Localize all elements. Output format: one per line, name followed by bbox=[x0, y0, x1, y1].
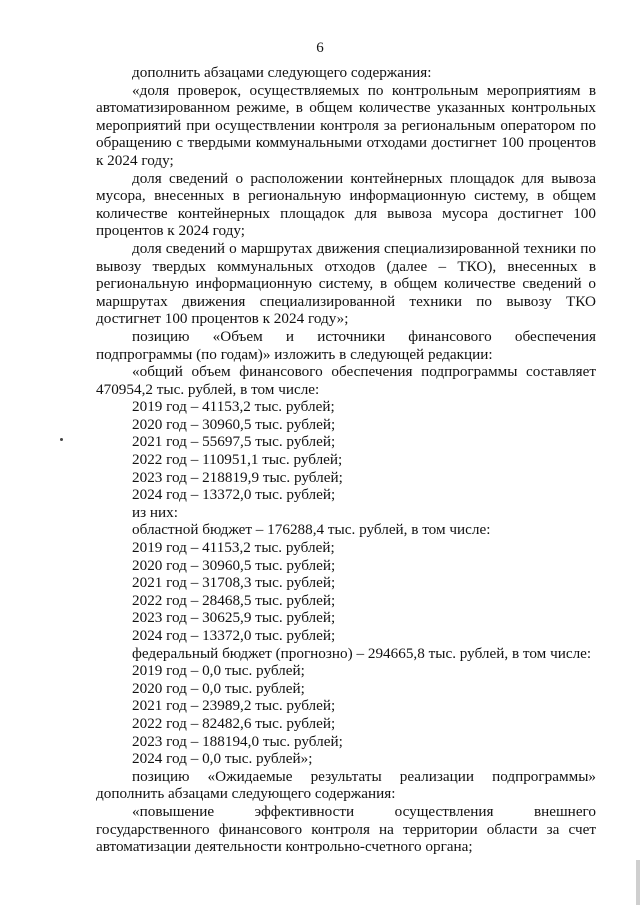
paragraph: доля сведений о расположении контейнерных площадок для вывоза мусора, внесенных в региональную информационную систему, в общем количестве контейнерных площадок для вывоза мусора достигнет 100 процентов к 2024 году; bbox=[96, 169, 596, 240]
paragraph: «доля проверок, осуществляемых по контрольным мероприятиям в автоматизированном режиме, в общем количестве указанных контрольных мероприятий при осуществлении контроля за региональным оператором по обращению с твердыми коммунальными отходами достигнет 100 процентов к 2024 году; bbox=[96, 81, 596, 169]
federal-year-line: 2024 год – 0,0 тыс. рублей»; bbox=[132, 750, 313, 768]
total-year-line: 2023 год – 218819,9 тыс. рублей; bbox=[132, 468, 343, 486]
paragraph: дополнить абзацами следующего содержания: bbox=[132, 64, 432, 81]
document-body bbox=[96, 64, 596, 856]
of-them-line: из них: bbox=[132, 503, 178, 521]
total-year-line: 2024 год – 13372,0 тыс. рублей; bbox=[132, 486, 336, 504]
regional-year-line: 2023 год – 30625,9 тыс. рублей; bbox=[132, 609, 336, 627]
regional-year-line: 2024 год – 13372,0 тыс. рублей; bbox=[132, 627, 336, 644]
federal-year-line: 2020 год – 0,0 тыс. рублей; bbox=[132, 679, 305, 697]
federal-year-line: 2021 год – 23989,2 тыс. рублей; bbox=[132, 697, 336, 715]
regional-year-line: 2022 год – 28468,5 тыс. рублей; bbox=[132, 591, 336, 609]
paragraph: доля сведений о маршрутах движения специализированной техники по вывозу твердых коммунальных отходов (далее – ТКО), внесенных в региональную информационную систему, в общем количестве сведений о маршрутах движения специализированной техники по вывозу ТКО достигнет 100 процентов к 2024 году»; bbox=[96, 239, 596, 328]
paragraph: позицию «Объем и источники финансового обеспечения подпрограммы (по годам)» изложить в следующей редакции: bbox=[96, 327, 596, 363]
total-year-line: 2022 год – 110951,1 тыс. рублей; bbox=[132, 451, 343, 469]
regional-year-line: 2021 год – 31708,3 тыс. рублей; bbox=[132, 574, 336, 592]
scan-speck bbox=[60, 438, 63, 441]
regional-budget-heading: областной бюджет – 176288,4 тыс. рублей, в том числе: bbox=[132, 521, 491, 539]
federal-year-line: 2022 год – 82482,6 тыс. рублей; bbox=[132, 714, 336, 732]
paragraph: «общий объем финансового обеспечения подпрограммы составляет 470954,2 тыс. рублей, в том числе: bbox=[96, 363, 596, 398]
total-year-line: 2021 год – 55697,5 тыс. рублей; bbox=[132, 433, 336, 451]
regional-year-line: 2020 год – 30960,5 тыс. рублей; bbox=[132, 556, 336, 574]
federal-year-line: 2019 год – 0,0 тыс. рублей; bbox=[132, 662, 305, 680]
total-year-line: 2019 год – 41153,2 тыс. рублей; bbox=[132, 398, 335, 416]
paragraph: «повышение эффективности осуществления внешнего государственного финансового контроля на территории области за счет автоматизации деятельности контрольно-счетного органа; bbox=[96, 802, 596, 856]
page-number: 6 bbox=[316, 40, 324, 56]
paragraph: позицию «Ожидаемые результаты реализации подпрограммы» дополнить абзацами следующего содержания: bbox=[96, 767, 596, 803]
scan-edge-mark bbox=[636, 860, 640, 905]
federal-budget-heading: федеральный бюджет (прогнозно) – 294665,8 тыс. рублей, в том числе: bbox=[132, 644, 592, 662]
total-year-line: 2020 год – 30960,5 тыс. рублей; bbox=[132, 415, 336, 433]
regional-year-line: 2019 год – 41153,2 тыс. рублей; bbox=[132, 539, 335, 557]
federal-year-line: 2023 год – 188194,0 тыс. рублей; bbox=[132, 732, 343, 750]
